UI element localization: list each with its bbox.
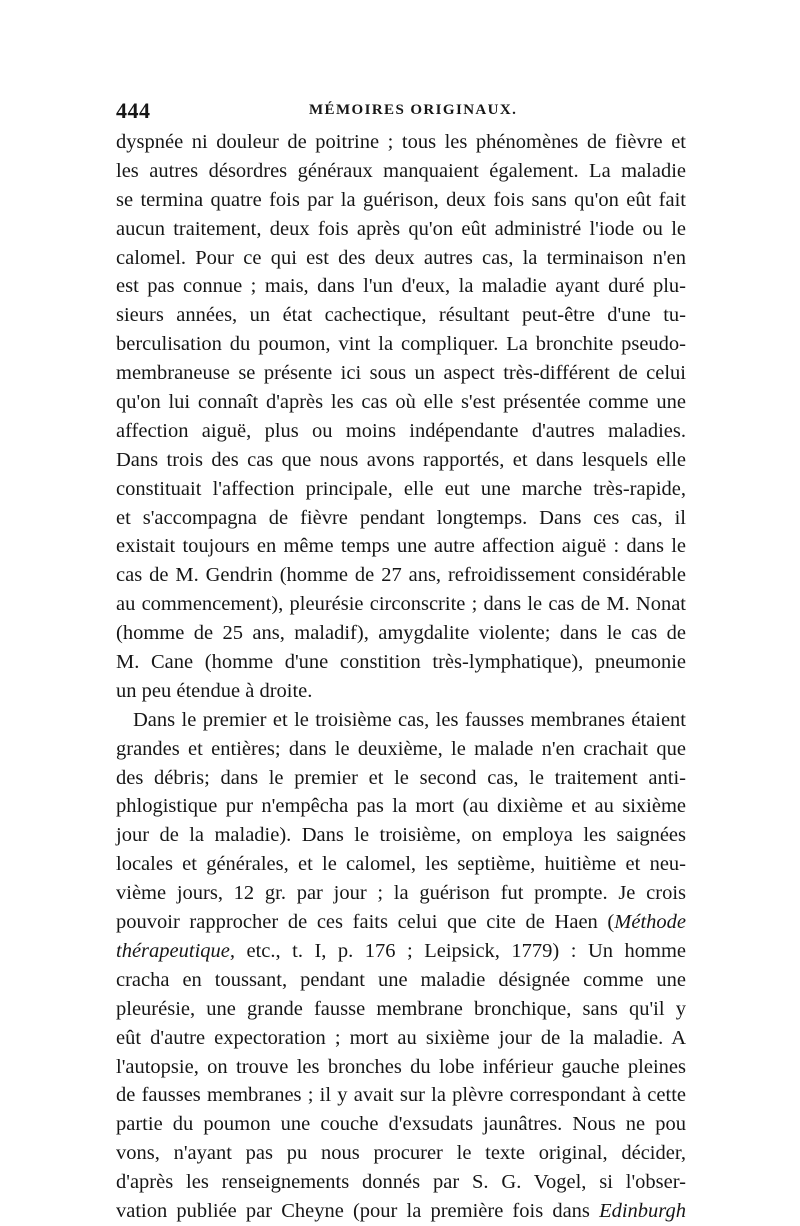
text-line: vons, n'ayant pas pu nous procurer le texte original, décider, — [116, 1142, 686, 1165]
text-line: l'autopsie, on trouve les bronches du lobe inférieur gauche pleines — [116, 1055, 686, 1078]
text-line: affection aiguë, plus ou moins indépendante d'autres maladies. — [116, 419, 686, 442]
text-line: se termina quatre fois par la guérison, deux fois sans qu'on eût fait — [116, 188, 686, 211]
italic-text: thérapeutique, — [116, 939, 235, 962]
page-number: 444 — [116, 98, 151, 123]
text-line: grandes et entières; dans le deuxième, le malade n'en crachait que — [116, 737, 686, 760]
text-line: les autres désordres généraux manquaient également. La maladie — [116, 159, 686, 182]
text-line: un peu étendue à droite. — [116, 679, 313, 702]
text-line: au commencement), pleurésie circonscrite ; dans le cas de M. Nonat — [116, 593, 686, 616]
text-line: dyspnée ni douleur de poitrine ; tous les phénomènes de fièvre et — [116, 131, 686, 153]
text-line: Dans le premier et le troisième cas, les fausses membranes étaient — [133, 708, 686, 731]
text-line: locales et générales, et le calomel, les septième, huitième et neu- — [116, 853, 686, 876]
text-line: phlogistique pur n'empêcha pas la mort (au dixième et au sixième — [116, 795, 686, 818]
text-line: membraneuse se présente ici sous un aspect très-différent de celui — [116, 362, 686, 385]
text-line: pleurésie, une grande fausse membrane bronchique, sans qu'il y — [116, 997, 686, 1020]
text-line: (homme de 25 ans, maladif), amygdalite violente; dans le cas de — [116, 622, 686, 645]
text-line: existait toujours en même temps une autre affection aiguë : dans le — [116, 535, 686, 558]
text-line: cas de M. Gendrin (homme de 27 ans, refroidissement considérable — [116, 564, 686, 587]
text-line: des débris; dans le premier et le second cas, le traitement anti- — [116, 766, 686, 789]
text-line: berculisation du poumon, vint la compliquer. La bronchite pseudo- — [116, 333, 686, 356]
running-title: MÉMOIRES ORIGINAUX. — [309, 102, 518, 118]
text-line: M. Cane (homme d'une constition très-lymphatique), pneumonie — [116, 651, 686, 674]
text-line: sieurs années, un état cachectique, résultant peut-être d'une tu- — [116, 304, 686, 327]
text-line: de fausses membranes ; il y avait sur la plèvre correspondant à cette — [116, 1084, 686, 1107]
text-line: eût d'autre expectoration ; mort au sixième jour de la maladie. A — [116, 1026, 686, 1049]
text-line: est pas connue ; mais, dans l'un d'eux, la maladie ayant duré plu- — [116, 275, 686, 298]
text-line: vation publiée par Cheyne (pour la première fois dans Edinburgh — [116, 1199, 686, 1222]
text-line: constituait l'affection principale, elle eut une marche très-rapide, — [116, 477, 686, 500]
text-line: qu'on lui connaît d'après les cas où elle s'est présentée comme une — [116, 391, 686, 414]
text-line: thérapeutique, etc., t. I, p. 176 ; Leipsick, 1779) : Un homme — [116, 939, 686, 962]
body-text — [116, 128, 686, 1226]
text-line: Dans trois des cas que nous avons rapportés, et dans lesquels elle — [116, 448, 686, 471]
italic-text: Edinburgh — [599, 1199, 686, 1222]
text-line: aucun traitement, deux fois après qu'on eût administré l'iode ou le — [116, 217, 686, 240]
text-line: d'après les renseignements donnés par S. G. Vogel, si l'obser- — [116, 1171, 686, 1194]
text-line: pouvoir rapprocher de ces faits celui que cite de Haen (Méthode — [116, 911, 686, 934]
italic-text: Méthode — [614, 911, 686, 934]
text-line: partie du poumon une couche d'exsudats jaunâtres. Nous ne pou — [116, 1113, 686, 1136]
text-line: et s'accompagna de fièvre pendant longtemps. Dans ces cas, il — [116, 506, 686, 529]
text-line: vième jours, 12 gr. par jour ; la guérison fut prompte. Je crois — [116, 882, 686, 905]
text-line: jour de la maladie). Dans le troisième, on employa les saignées — [116, 824, 686, 847]
running-head — [116, 98, 686, 132]
text-line: cracha en toussant, pendant une maladie désignée comme une — [116, 968, 686, 991]
text-line: calomel. Pour ce qui est des deux autres cas, la terminaison n'en — [116, 246, 686, 269]
